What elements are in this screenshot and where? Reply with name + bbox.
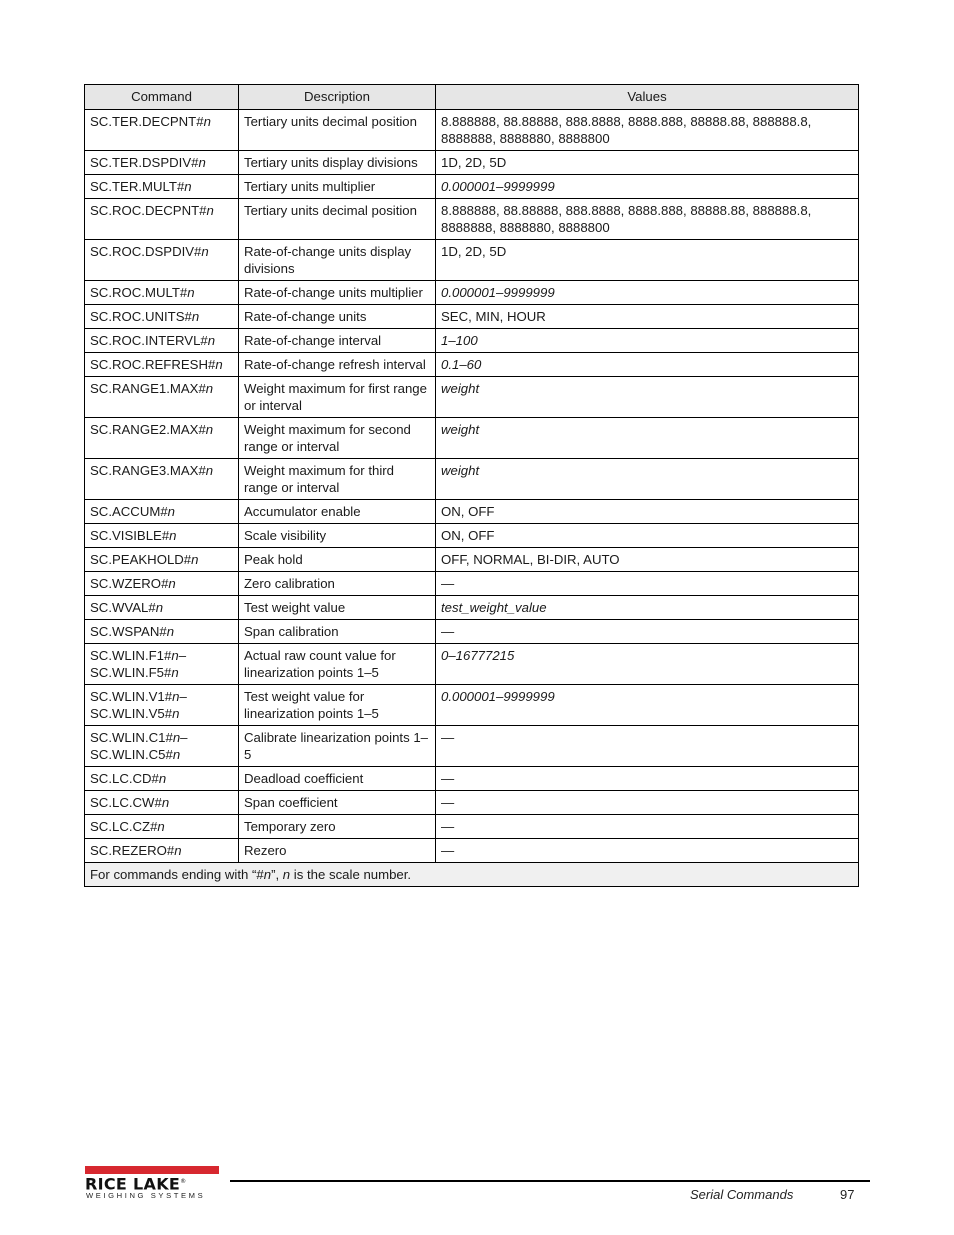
values-cell: — xyxy=(436,815,859,839)
command-name: SC.WLIN.F1# xyxy=(90,648,172,663)
command-variable: n xyxy=(203,114,211,129)
registered-mark: ® xyxy=(180,1178,187,1185)
values-cell: 0.1–60 xyxy=(436,353,859,377)
values-cell: 0.000001–9999999 xyxy=(436,685,859,726)
values-cell: OFF, NORMAL, BI-DIR, AUTO xyxy=(436,548,859,572)
command-variable: n xyxy=(169,528,177,543)
values-cell: — xyxy=(436,726,859,767)
command-variable: n xyxy=(155,600,164,615)
command-name: SC.TER.MULT# xyxy=(90,179,185,194)
command-cell xyxy=(85,791,239,815)
description-cell: Scale visibility xyxy=(239,524,436,548)
table-row xyxy=(85,767,859,791)
command-name: SC.WVAL# xyxy=(90,600,156,615)
logo-tagline: WEIGHING SYSTEMS xyxy=(86,1191,206,1200)
command-name: SC.ROC.MULT# xyxy=(90,285,188,300)
footer-section-title: Serial Commands xyxy=(690,1187,794,1202)
command-name: SC.WLIN.C1# xyxy=(90,730,173,745)
description-cell: Tertiary units display divisions xyxy=(239,151,436,175)
command-cell xyxy=(85,199,239,240)
description-cell: Test weight value xyxy=(239,596,436,620)
values-cell: — xyxy=(436,839,859,863)
description-cell: Zero calibration xyxy=(239,572,436,596)
footer-rule xyxy=(230,1180,870,1182)
command-cell xyxy=(85,767,239,791)
logo-name: RICE LAKE xyxy=(85,1174,181,1194)
command-cell xyxy=(85,281,239,305)
command-variable: n xyxy=(172,689,180,704)
command-name: SC.TER.DECPNT# xyxy=(90,114,204,129)
command-variable: n xyxy=(207,333,216,348)
description-cell: Temporary zero xyxy=(239,815,436,839)
command-name: SC.WLIN.C5# xyxy=(90,747,173,762)
table-row xyxy=(85,815,859,839)
command-variable: n xyxy=(171,665,179,680)
values-cell: weight xyxy=(436,377,859,418)
command-name: SC.PEAKHOLD# xyxy=(90,552,192,567)
command-name: SC.WLIN.F5# xyxy=(90,665,172,680)
command-name: SC.ROC.UNITS# xyxy=(90,309,192,324)
note-text: is the scale number. xyxy=(290,867,412,882)
table-row xyxy=(85,329,859,353)
table-row xyxy=(85,377,859,418)
command-name: SC.REZERO# xyxy=(90,843,175,858)
values-cell: 0–16777215 xyxy=(436,644,859,685)
table-footer xyxy=(85,863,859,887)
header-row xyxy=(85,85,859,110)
note-text: ”, xyxy=(271,867,283,882)
command-name: SC.ROC.REFRESH# xyxy=(90,357,216,372)
serial-commands-table xyxy=(84,84,859,887)
command-name: SC.ROC.INTERVL# xyxy=(90,333,208,348)
command-cell xyxy=(85,548,239,572)
command-name: SC.WLIN.V1# xyxy=(90,689,173,704)
command-variable: n xyxy=(187,285,195,300)
column-header-command: Command xyxy=(85,85,239,110)
command-variable: n xyxy=(157,819,165,834)
command-variable: n xyxy=(168,576,176,591)
command-variable: n xyxy=(206,203,214,218)
command-cell xyxy=(85,644,239,685)
description-cell: Rate-of-change interval xyxy=(239,329,436,353)
command-range-dash: – xyxy=(179,689,187,704)
command-cell xyxy=(85,240,239,281)
description-cell: Rate-of-change units xyxy=(239,305,436,329)
command-cell xyxy=(85,839,239,863)
command-cell xyxy=(85,596,239,620)
command-name: SC.RANGE3.MAX# xyxy=(90,463,206,478)
description-cell: Span calibration xyxy=(239,620,436,644)
command-cell xyxy=(85,329,239,353)
command-cell xyxy=(85,459,239,500)
description-cell: Actual raw count value for linearization points 1–5 xyxy=(239,644,436,685)
command-name: SC.VISIBLE# xyxy=(90,528,170,543)
table-header xyxy=(85,85,859,110)
values-cell: 8.888888, 88.88888, 888.8888, 8888.888, 88888.88, 888888.8, 8888888, 8888880, 8888800 xyxy=(436,110,859,151)
command-variable: n xyxy=(171,648,179,663)
command-name: SC.LC.CZ# xyxy=(90,819,158,834)
command-cell xyxy=(85,815,239,839)
command-name: SC.WSPAN# xyxy=(90,624,167,639)
command-variable: n xyxy=(198,155,206,170)
table-row xyxy=(85,110,859,151)
command-cell xyxy=(85,151,239,175)
command-variable: n xyxy=(172,730,181,745)
footer-page-number: 97 xyxy=(840,1187,855,1202)
command-cell xyxy=(85,620,239,644)
description-cell: Weight maximum for first range or interval xyxy=(239,377,436,418)
values-cell: 1D, 2D, 5D xyxy=(436,151,859,175)
description-cell: Rezero xyxy=(239,839,436,863)
command-variable: n xyxy=(158,771,167,786)
table-body xyxy=(85,110,859,863)
command-cell xyxy=(85,418,239,459)
command-cell xyxy=(85,685,239,726)
description-cell: Tertiary units decimal position xyxy=(239,110,436,151)
command-cell xyxy=(85,110,239,151)
table-row xyxy=(85,305,859,329)
table-row xyxy=(85,548,859,572)
table-row xyxy=(85,726,859,767)
scale-number-note xyxy=(85,863,859,887)
command-cell xyxy=(85,305,239,329)
description-cell: Peak hold xyxy=(239,548,436,572)
values-cell: ON, OFF xyxy=(436,524,859,548)
command-cell xyxy=(85,572,239,596)
description-cell: Weight maximum for second range or interval xyxy=(239,418,436,459)
description-cell: Tertiary units decimal position xyxy=(239,199,436,240)
command-variable: n xyxy=(201,244,209,259)
values-cell: ON, OFF xyxy=(436,500,859,524)
note-variable: n xyxy=(263,867,272,882)
table-row xyxy=(85,281,859,305)
table-row xyxy=(85,353,859,377)
table-row xyxy=(85,685,859,726)
table-row xyxy=(85,199,859,240)
values-cell: 0.000001–9999999 xyxy=(436,281,859,305)
command-variable: n xyxy=(174,843,182,858)
table-row xyxy=(85,596,859,620)
command-variable: n xyxy=(191,552,199,567)
note-variable: n xyxy=(282,867,291,882)
rice-lake-logo xyxy=(85,1166,223,1200)
command-variable: n xyxy=(191,309,200,324)
values-cell: 8.888888, 88.88888, 888.8888, 8888.888, 88888.88, 888888.8, 8888888, 8888880, 8888800 xyxy=(436,199,859,240)
table-row xyxy=(85,572,859,596)
command-name: SC.TER.DSPDIV# xyxy=(90,155,199,170)
description-cell: Weight maximum for third range or interval xyxy=(239,459,436,500)
note-row xyxy=(85,863,859,887)
command-cell xyxy=(85,500,239,524)
table-row xyxy=(85,839,859,863)
command-range-dash: – xyxy=(180,730,188,745)
command-range-dash: – xyxy=(178,648,187,663)
table-row xyxy=(85,791,859,815)
values-cell: 1–100 xyxy=(436,329,859,353)
values-cell: — xyxy=(436,791,859,815)
command-variable: n xyxy=(166,624,175,639)
command-variable: n xyxy=(172,706,180,721)
command-name: SC.LC.CW# xyxy=(90,795,162,810)
column-header-description: Description xyxy=(239,85,436,110)
command-cell xyxy=(85,726,239,767)
command-cell xyxy=(85,377,239,418)
command-variable: n xyxy=(184,179,192,194)
command-name: SC.ACCUM# xyxy=(90,504,168,519)
command-cell xyxy=(85,353,239,377)
table-row xyxy=(85,459,859,500)
command-name: SC.LC.CD# xyxy=(90,771,159,786)
values-cell: — xyxy=(436,620,859,644)
command-variable: n xyxy=(172,747,181,762)
command-name: SC.RANGE1.MAX# xyxy=(90,381,206,396)
command-name: SC.ROC.DSPDIV# xyxy=(90,244,202,259)
values-cell: test_weight_value xyxy=(436,596,859,620)
description-cell: Span coefficient xyxy=(239,791,436,815)
values-cell: SEC, MIN, HOUR xyxy=(436,305,859,329)
command-variable: n xyxy=(205,463,214,478)
note-text: For commands ending with “# xyxy=(90,867,264,882)
command-variable: n xyxy=(161,795,170,810)
description-cell: Rate-of-change refresh interval xyxy=(239,353,436,377)
values-cell: 1D, 2D, 5D xyxy=(436,240,859,281)
description-cell: Calibrate linearization points 1–5 xyxy=(239,726,436,767)
table-row xyxy=(85,418,859,459)
table-row xyxy=(85,524,859,548)
command-variable: n xyxy=(205,381,214,396)
description-cell: Test weight value for linearization points 1–5 xyxy=(239,685,436,726)
command-variable: n xyxy=(215,357,223,372)
command-name: SC.WZERO# xyxy=(90,576,169,591)
command-cell xyxy=(85,175,239,199)
column-header-values: Values xyxy=(436,85,859,110)
description-cell: Rate-of-change units multiplier xyxy=(239,281,436,305)
table-row xyxy=(85,151,859,175)
values-cell: weight xyxy=(436,459,859,500)
command-variable: n xyxy=(205,422,214,437)
values-cell: — xyxy=(436,572,859,596)
table-row xyxy=(85,175,859,199)
command-variable: n xyxy=(167,504,176,519)
description-cell: Accumulator enable xyxy=(239,500,436,524)
command-cell xyxy=(85,524,239,548)
table-row xyxy=(85,620,859,644)
command-name: SC.WLIN.V5# xyxy=(90,706,173,721)
table-row xyxy=(85,644,859,685)
description-cell: Tertiary units multiplier xyxy=(239,175,436,199)
table-row xyxy=(85,240,859,281)
table-row xyxy=(85,500,859,524)
description-cell: Deadload coefficient xyxy=(239,767,436,791)
values-cell: — xyxy=(436,767,859,791)
description-cell: Rate-of-change units display divisions xyxy=(239,240,436,281)
values-cell: weight xyxy=(436,418,859,459)
command-name: SC.ROC.DECPNT# xyxy=(90,203,207,218)
values-cell: 0.000001–9999999 xyxy=(436,175,859,199)
command-name: SC.RANGE2.MAX# xyxy=(90,422,206,437)
